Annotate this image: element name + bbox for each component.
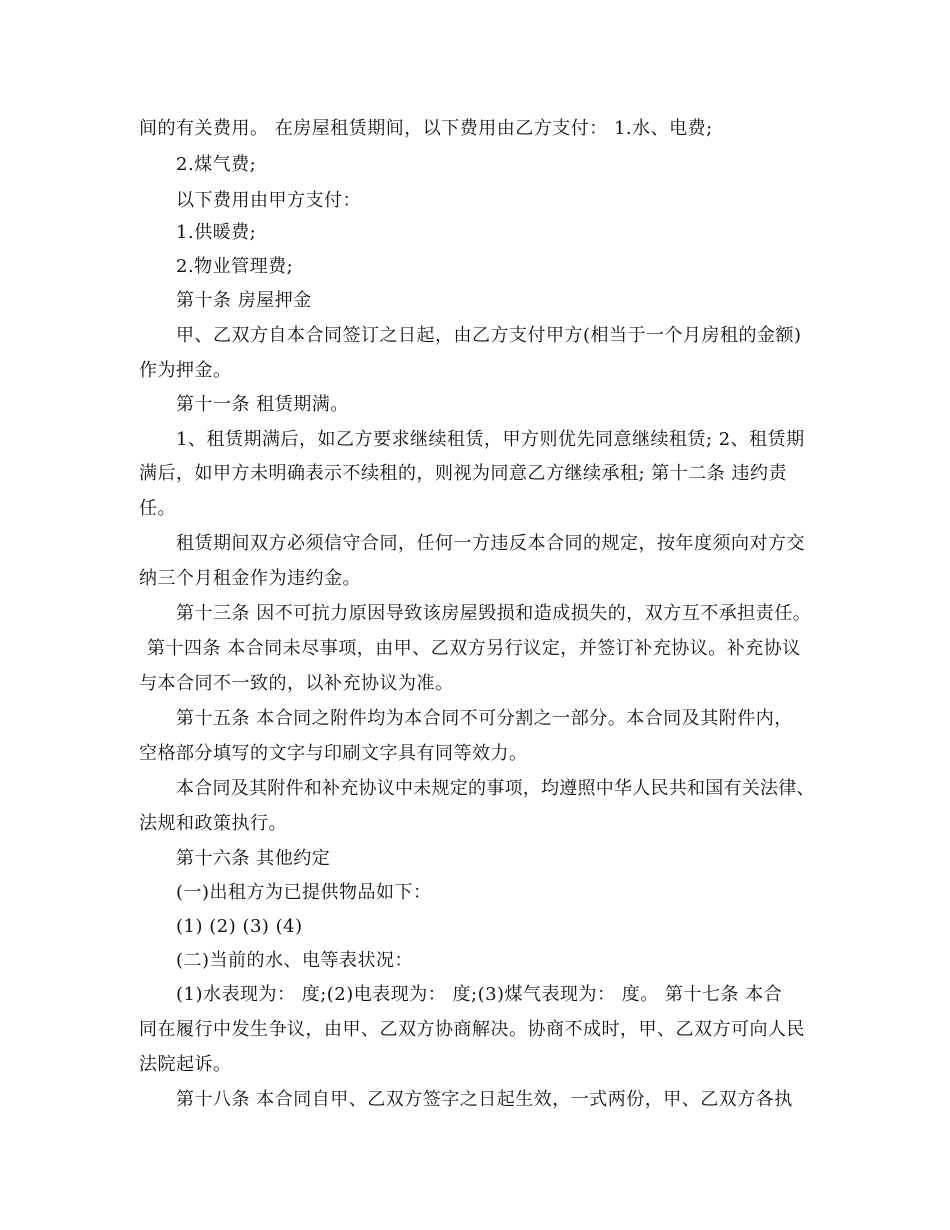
text-line: 满后，如甲方未明确表示不续租的，则视为同意乙方继续承租; 第十二条 违约责 [139, 463, 788, 484]
text-line: 作为押金。 [139, 360, 232, 381]
text-line: 租赁期间双方必须信守合同，任何一方违反本合同的规定，按年度须向对方交 [176, 533, 805, 554]
text-line: 第十一条 租赁期满。 [176, 394, 349, 415]
text-line: 第十八条 本合同自甲、乙双方签字之日起生效，一式两份，甲、乙双方各执 [176, 1089, 793, 1110]
text-line: 1、租赁期满后，如乙方要求继续租赁，甲方则优先同意继续租赁; 2、租赁期 [176, 429, 805, 450]
text-line: 第十五条 本合同之附件均为本合同不可分割之一部分。本合同及其附件内， [176, 708, 793, 729]
text-line: (1) (2) (3) (4) [176, 916, 303, 937]
text-line: 甲、乙双方自本合同签订之日起，由乙方支付甲方(相当于一个月房租的金额) [176, 325, 802, 346]
text-line: 2.煤气费; [176, 154, 257, 175]
text-line: 间的有关费用。 在房屋租赁期间，以下费用由乙方支付： 1.水、电费; [139, 118, 713, 139]
text-line: 第十六条 其他约定 [176, 848, 331, 869]
text-line: 本合同及其附件和补充协议中未规定的事项，均遵照中华人民共和国有关法律、 [176, 778, 815, 799]
text-line: (二)当前的水、电等表状况： [176, 950, 414, 971]
text-line: 法院起诉。 [139, 1054, 232, 1075]
text-line: 第十四条 本合同未尽事项，由甲、乙双方另行议定，并签订补充协议。补充协议 [147, 638, 801, 659]
text-line: 空格部分填写的文字与印刷文字具有同等效力。 [139, 743, 528, 764]
text-line: (一)出租方为已提供物品如下： [176, 882, 432, 903]
text-line: 任。 [139, 498, 176, 519]
text-line: 第十条 房屋押金 [176, 290, 312, 311]
text-line: 法规和政策执行。 [139, 813, 287, 834]
text-line: 第十三条 因不可抗力原因导致该房屋毁损和造成损失的，双方互不承担责任。 [176, 603, 812, 624]
text-line: 以下费用由甲方支付： [176, 190, 361, 211]
text-line: 1.供暖费; [176, 222, 257, 243]
text-line: 与本合同不一致的，以补充协议为准。 [139, 673, 454, 694]
text-line: 纳三个月租金作为违约金。 [139, 568, 361, 589]
text-line: 同在履行中发生争议，由甲、乙双方协商解决。协商不成时，甲、乙双方可向人民 [139, 1019, 805, 1040]
text-line: 2.物业管理费; [176, 256, 294, 277]
text-line: (1)水表现为： 度;(2)电表现为： 度;(3)煤气表现为： 度。 第十七条 本合 [176, 984, 783, 1005]
